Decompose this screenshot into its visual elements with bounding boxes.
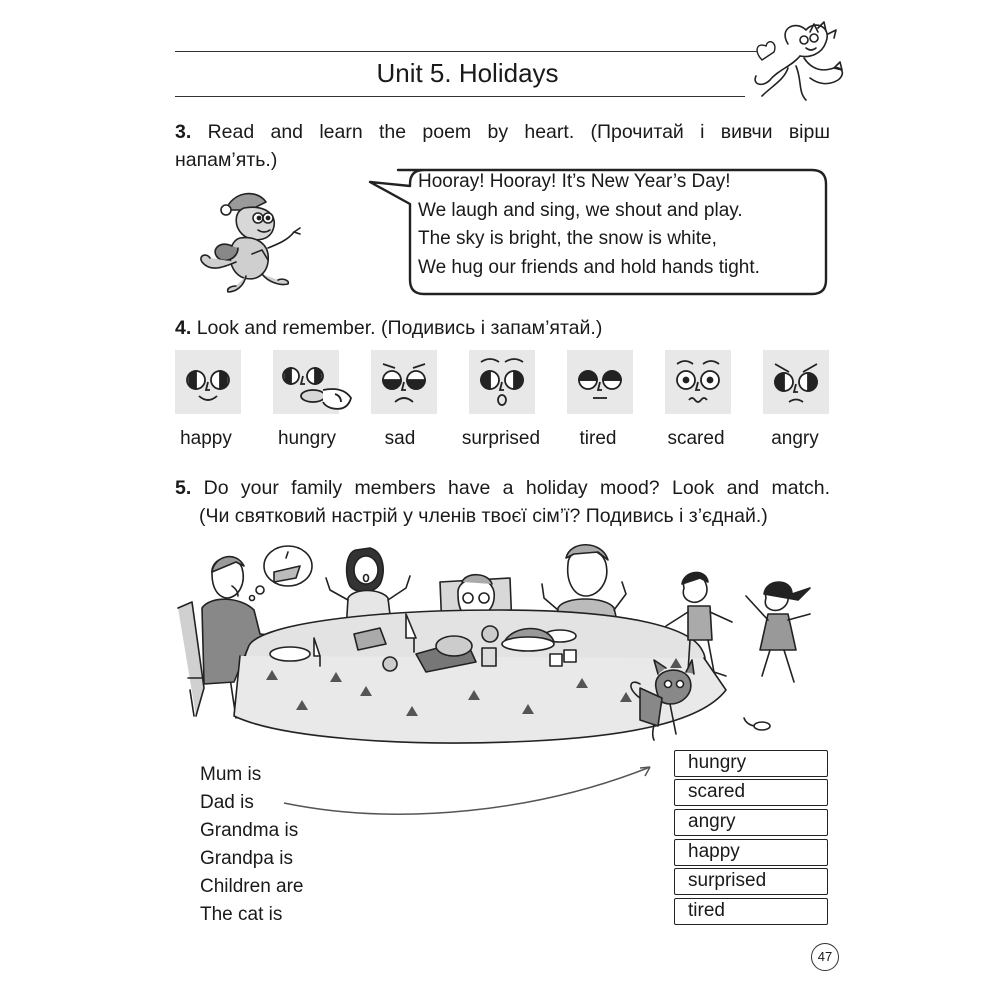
hungry-face-icon — [273, 350, 359, 414]
match-line — [280, 755, 670, 825]
face-label-sad: sad — [384, 428, 416, 449]
face-angry — [763, 350, 829, 414]
task3-instruction-line1: Read and learn the poem by heart. (Прочитай і вивчи вірш — [207, 121, 831, 143]
dragon-mascot-header-icon — [748, 14, 848, 106]
face-scared — [665, 350, 731, 414]
family-dinner-illustration — [170, 538, 830, 748]
face-row — [175, 350, 830, 416]
happy-face-icon — [175, 350, 241, 414]
angry-face-icon — [763, 350, 829, 414]
poem-line: The sky is bright, the snow is white, — [418, 228, 717, 249]
face-tired — [567, 350, 633, 414]
mood-box-scared[interactable]: scared — [674, 779, 828, 806]
subject-cat: The cat is — [200, 904, 283, 925]
dragon-santa-illustration — [196, 188, 308, 296]
face-label-hungry: hungry — [277, 428, 337, 449]
mood-box-happy[interactable]: happy — [674, 839, 828, 866]
unit-title: Unit 5. Holidays — [376, 58, 559, 88]
face-label-angry: angry — [771, 428, 819, 449]
face-happy — [175, 350, 241, 414]
mood-box-surprised[interactable]: surprised — [674, 868, 828, 895]
mood-box-angry[interactable]: angry — [674, 809, 828, 836]
task5-instructions — [175, 474, 830, 530]
face-label-surprised: surprised — [461, 428, 541, 449]
face-label-happy: happy — [180, 428, 232, 449]
task4-number: 4. — [175, 317, 192, 339]
header-bottom-rule — [175, 96, 745, 97]
sad-face-icon — [371, 350, 437, 414]
task4-instruction: Look and remember. (Подивись і запам’ятай.) — [196, 317, 603, 339]
subject-grandma: Grandma is — [200, 820, 299, 841]
subject-dad: Dad is — [200, 792, 254, 813]
task3-number: 3. — [175, 121, 192, 143]
poem-line: Hooray! Hooray! It’s New Year’s Day! — [418, 171, 731, 192]
subject-grandpa: Grandpa is — [200, 848, 293, 869]
surprised-face-icon — [469, 350, 535, 414]
poem-line: We laugh and sing, we shout and play. — [418, 199, 743, 221]
scared-face-icon — [665, 350, 731, 414]
subject-children: Children are — [200, 876, 304, 897]
face-surprised — [469, 350, 535, 414]
face-sad — [371, 350, 437, 414]
task5-instruction-line1: Do your family members have a holiday mood? Look and match. — [203, 477, 830, 499]
page-number: 47 — [811, 943, 839, 971]
face-hungry — [273, 350, 339, 414]
face-label-tired: tired — [579, 428, 617, 449]
task3-instruction-line2: напам’ять.) — [175, 149, 278, 171]
face-label-scared: scared — [667, 428, 725, 449]
task4-instructions — [175, 314, 830, 342]
header-top-rule — [175, 51, 757, 52]
task5-instruction-line2: (Чи святковий настрій у членів твоєї сім’ї? Подивись і з’єднай.) — [199, 505, 768, 527]
task5-number: 5. — [175, 477, 192, 499]
mood-box-hungry[interactable]: hungry — [674, 750, 828, 777]
mood-box-tired[interactable]: tired — [674, 898, 828, 925]
poem — [418, 168, 818, 282]
poem-line: We hug our friends and hold hands tight. — [418, 256, 760, 278]
subject-mum: Mum is — [200, 764, 262, 785]
tired-face-icon — [567, 350, 633, 414]
